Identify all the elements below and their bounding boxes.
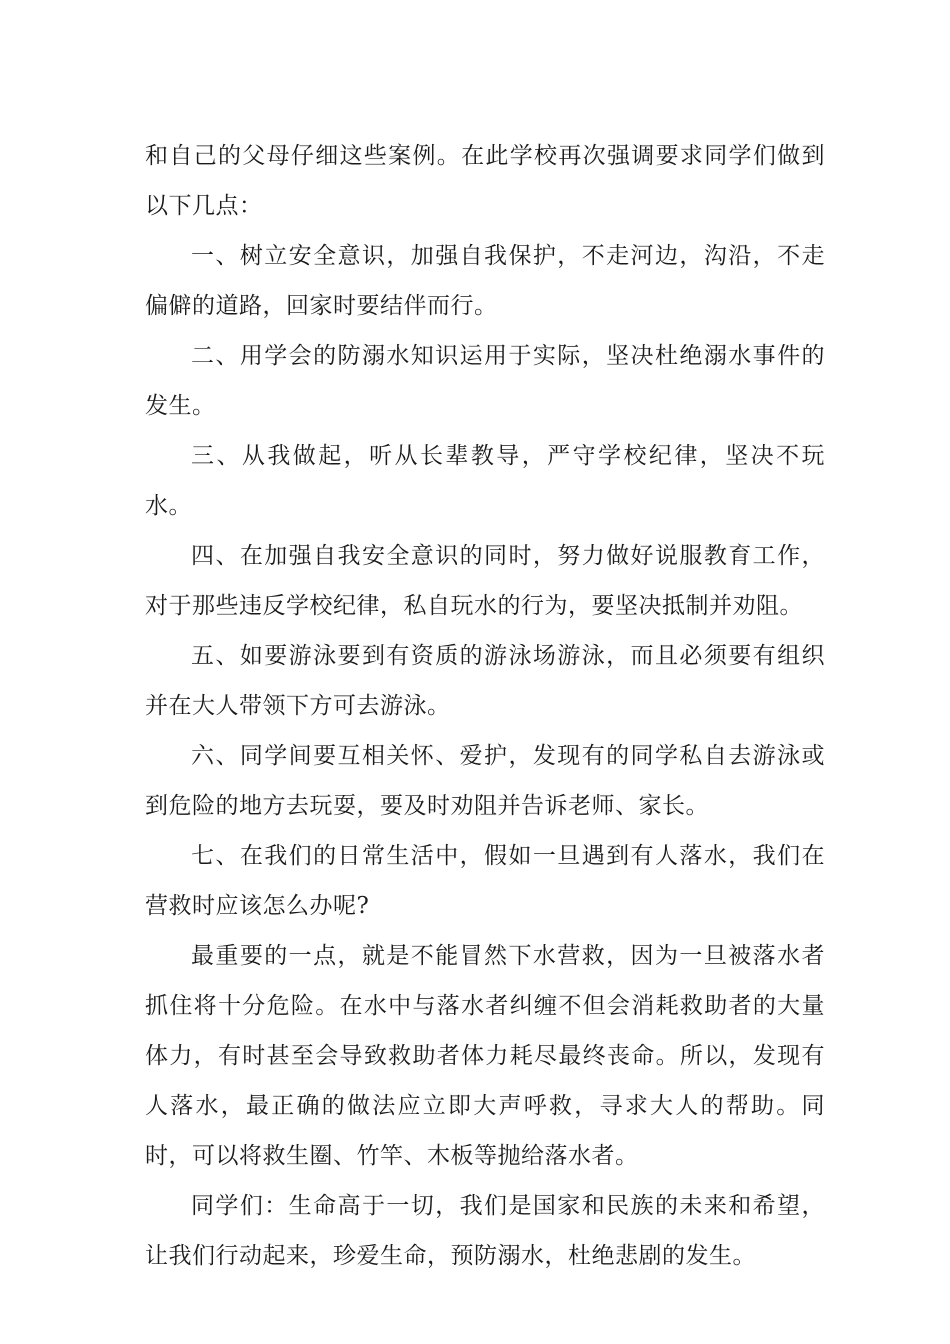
paragraph-point-3: 三、从我做起，听从长辈教导，严守学校纪律，坚决不玩水。: [145, 443, 825, 519]
paragraph-point-4: 四、在加强自我安全意识的同时，努力做好说服教育工作，对于那些违反学校纪律，私自玩水的行为，要坚决抵制并劝阻。: [145, 543, 825, 619]
document-body: [145, 131, 825, 1281]
paragraph-closing: 同学们：生命高于一切，我们是国家和民族的未来和希望，让我们行动起来，珍爱生命，预防溺水，杜绝悲剧的发生。: [145, 1193, 825, 1269]
paragraph-point-6: 六、同学间要互相关怀、爱护，发现有的同学私自去游泳或到危险的地方去玩耍，要及时劝阻并告诉老师、家长。: [145, 743, 825, 819]
paragraph-rescue-advice: 最重要的一点，就是不能冒然下水营救，因为一旦被落水者抓住将十分危险。在水中与落水者纠缠不但会消耗救助者的大量体力，有时甚至会导致救助者体力耗尽最终丧命。所以，发现有人落水，最正确的做法应立即大声呼救，寻求大人的帮助。同时，可以将救生圈、竹竿、木板等抛给落水者。: [145, 943, 825, 1169]
paragraph-point-7: 七、在我们的日常生活中，假如一旦遇到有人落水，我们在营救时应该怎么办呢?: [145, 843, 825, 919]
paragraph-continuation: 和自己的父母仔细这些案例。在此学校再次强调要求同学们做到以下几点：: [145, 143, 825, 219]
paragraph-point-5: 五、如要游泳要到有资质的游泳场游泳，而且必须要有组织并在大人带领下方可去游泳。: [145, 643, 825, 719]
paragraph-point-1: 一、树立安全意识，加强自我保护，不走河边，沟沿，不走偏僻的道路，回家时要结伴而行。: [145, 243, 825, 319]
paragraph-point-2: 二、用学会的防溺水知识运用于实际，坚决杜绝溺水事件的发生。: [145, 343, 825, 419]
